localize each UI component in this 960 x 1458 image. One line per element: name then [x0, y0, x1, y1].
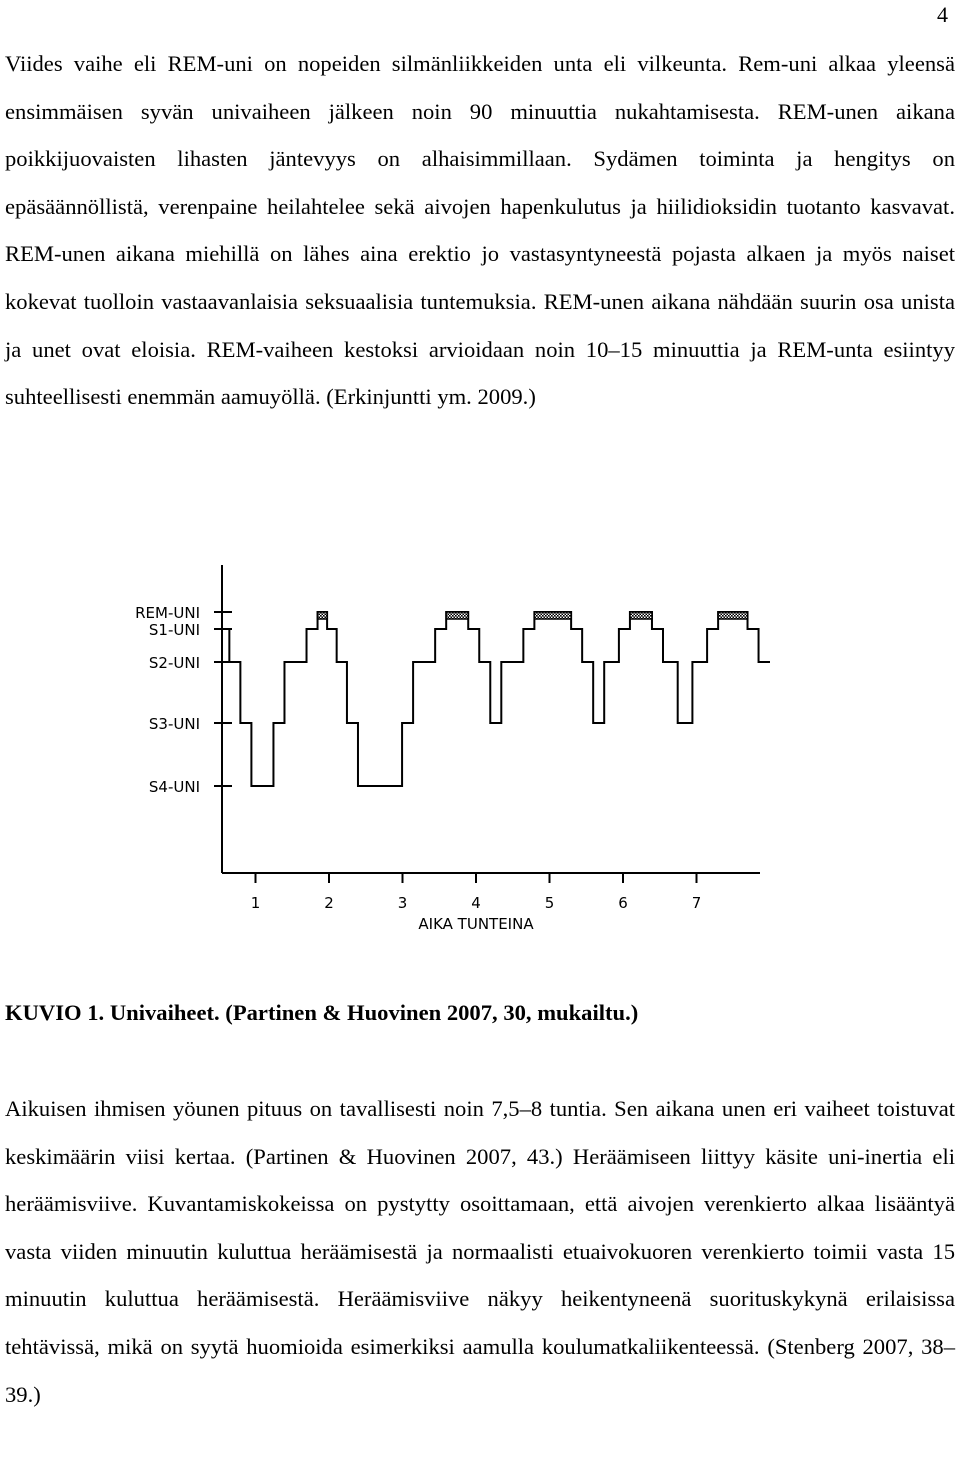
- y-tick-label-4: S3-UNI: [148, 715, 200, 733]
- body-paragraph-sleep-length: Aikuisen ihmisen yöunen pituus on tavallisesti noin 7,5–8 tuntia. Sen aikana unen eri vaiheet toistuvat keskimäärin viisi kertaa. (Partinen & Huovinen 2007, 43.) Heräämiseen liittyy käsite uni-inertia eli heräämisviive. Kuvantamiskokeissa on pystytty osoittamaan, että aivojen verenkierto alkaa lisääntyä vasta viiden minuutin kuluttua heräämisestä ja normaalisti etuaivokuoren verenkierto toimii vasta 15 minuutin kuluttua heräämisestä. Heräämisviive näkyy heikentyneenä suorituskykynä erilaisissa tehtävissä, mikä on syytä huomioida esimerkiksi aamulla koulumatkaliikenteessä. (Stenberg 2007, 38–39.): [5, 1096, 955, 1407]
- rem-period-bar: [534, 612, 571, 619]
- body-paragraph-rem: Viides vaihe eli REM-uni on nopeiden silmänliikkeiden unta eli vilkeunta. Rem-uni alkaa yleensä ensimmäisen syvän univaiheen jälkeen noin 90 minuuttia nukahtamisesta. REM-unen aikana poikkijuovaisten lihasten jäntevyys on alhaisimmillaan. Sydämen toiminta ja hengitys on epäsäännöllistä, verenpaine heilahtelee sekä aivojen hapenkulutus ja hiilidioksidin tuotanto kasvavat. REM-unen aikana miehillä on lähes aina erektio jo vastasyntyneestä pojasta alkaen ja myös naiset kokevat tuolloin vastaavanlaisia seksuaalisia tuntemuksia. REM-unen aikana nähdään suurin osa unista ja unet ovat eloisia. REM-vaiheen kestoksi arvioidaan noin 10–15 minuuttia ja REM-unta esiintyy suhteellisesti enemmän aamuyöllä. (Erkinjuntti ym. 2009.): [5, 51, 955, 410]
- x-tick-label-6: 6: [618, 894, 628, 912]
- rem-period-bar: [318, 612, 328, 619]
- x-tick-label-2: 2: [324, 894, 334, 912]
- y-tick-label-2: S1-UNI: [148, 621, 200, 639]
- rem-period-bar: [630, 612, 652, 619]
- rem-period-bar: [718, 612, 747, 619]
- x-tick-label-4: 4: [471, 894, 481, 912]
- y-tick-label-1: REM-UNI: [135, 604, 200, 622]
- x-tick-label-5: 5: [544, 894, 555, 912]
- x-tick-label-7: 7: [691, 894, 702, 912]
- x-tick-label-3: 3: [397, 894, 408, 912]
- x-tick-label-1: 1: [250, 894, 261, 912]
- hypnogram-chart: [110, 555, 770, 945]
- hypnogram-line: [222, 612, 770, 786]
- y-tick-label-5: S4-UNI: [148, 778, 200, 796]
- x-axis-label: AIKA TUNTEINA: [418, 915, 534, 933]
- y-tick-label-3: S2-UNI: [148, 654, 200, 672]
- page-number: 4: [937, 2, 948, 27]
- figure-caption: KUVIO 1. Univaiheet. (Partinen & Huovinen 2007, 30, mukailtu.): [5, 1000, 639, 1025]
- rem-period-bar: [446, 612, 468, 619]
- sleep-stage-figure: [110, 555, 770, 945]
